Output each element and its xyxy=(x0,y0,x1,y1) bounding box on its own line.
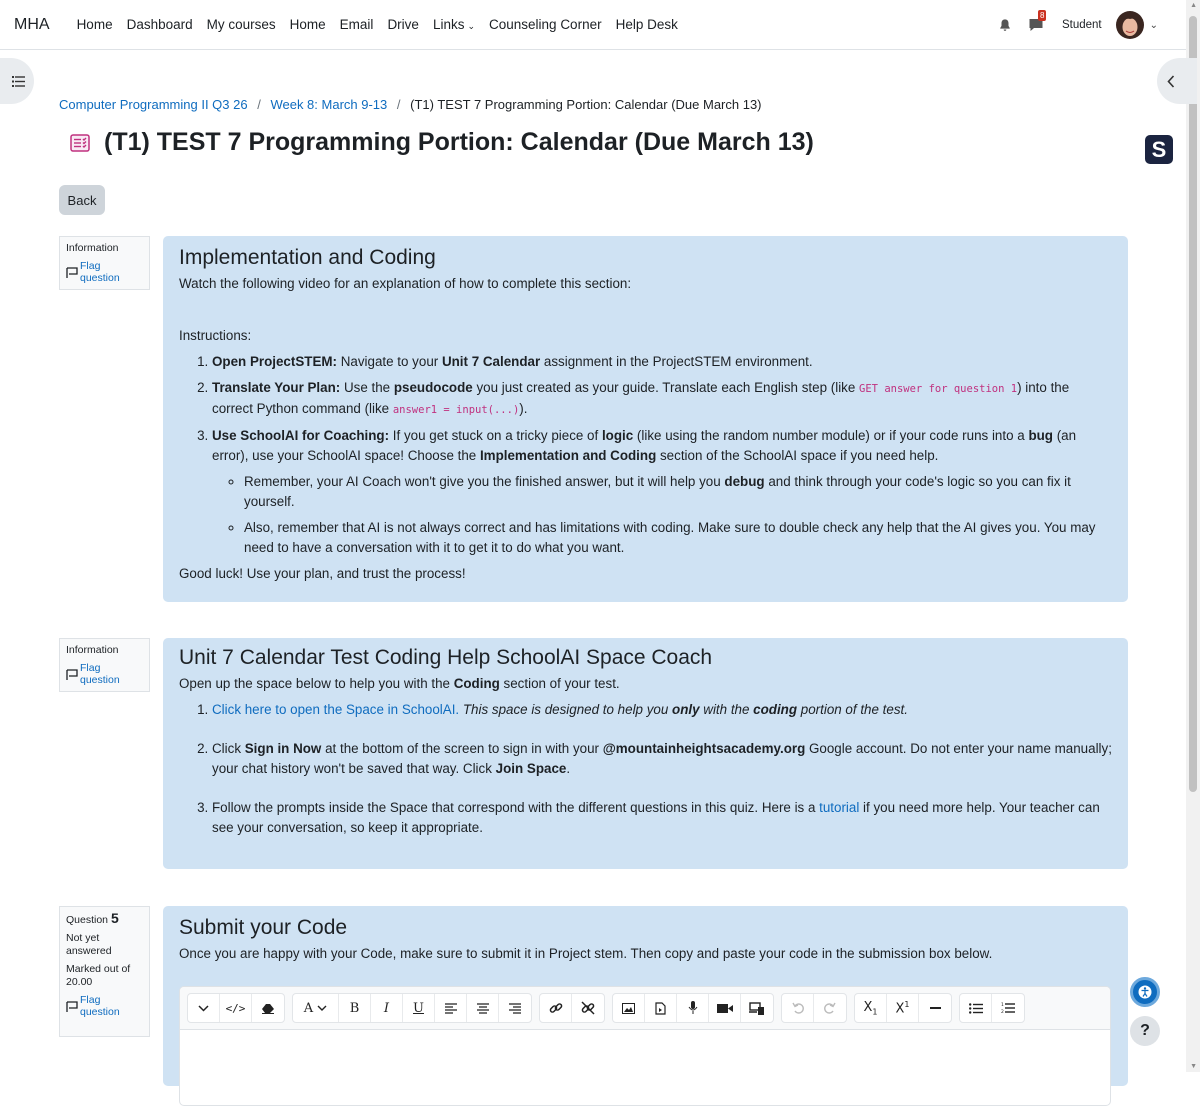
breadcrumb-separator: / xyxy=(257,97,261,112)
toolbar-group xyxy=(959,993,1025,1023)
align-right-icon xyxy=(509,1003,521,1014)
scroll-down-arrow-icon[interactable]: ▼ xyxy=(1190,1063,1197,1070)
breadcrumb-week[interactable]: Week 8: March 9-13 xyxy=(270,97,388,112)
chevron-left-icon xyxy=(1167,75,1175,88)
messages-badge: 8 xyxy=(1039,11,1045,20)
redo-icon xyxy=(824,1002,836,1014)
section-heading: Implementation and Coding xyxy=(179,246,436,269)
nav-dashboard[interactable]: Dashboard xyxy=(126,17,193,32)
screen-record-button[interactable] xyxy=(741,994,773,1022)
flag-question-label: Flag question xyxy=(80,662,120,686)
chevron-down-icon xyxy=(198,1005,209,1012)
link-icon xyxy=(549,1001,563,1015)
section-heading: Unit 7 Calendar Test Coding Help SchoolAI Space Coach xyxy=(179,646,713,669)
media-button[interactable] xyxy=(645,994,677,1022)
toolbar-group xyxy=(539,993,605,1023)
image-icon xyxy=(622,1003,635,1014)
code-icon: </> xyxy=(225,1001,246,1015)
code-snippet: answer1 = input(...) xyxy=(392,404,520,416)
question-info-panel xyxy=(59,638,150,692)
question-number: Question 5 xyxy=(66,910,119,926)
align-right-button[interactable] xyxy=(499,994,531,1022)
user-name[interactable]: Student xyxy=(1061,19,1102,31)
breadcrumb-separator: / xyxy=(396,97,401,112)
numbered-list-button[interactable] xyxy=(992,994,1024,1022)
nav-email[interactable]: Email xyxy=(339,17,374,32)
undo-icon xyxy=(792,1002,804,1014)
italic-button[interactable] xyxy=(371,994,403,1022)
align-center-icon xyxy=(477,1003,489,1014)
redo-button[interactable] xyxy=(814,994,846,1022)
toolbar-group xyxy=(187,993,285,1023)
nav-counseling-corner[interactable]: Counseling Corner xyxy=(489,17,602,32)
messages-button[interactable] xyxy=(1028,11,1045,33)
horizontal-rule-icon xyxy=(930,1007,941,1009)
instruction-subitem: ◦ Also, remember that AI is not always correct and has limitations with coding. Make sure to double check any help that the AI gives you. You may need to have a conversation with it to get it to do what you want. xyxy=(244,518,1112,558)
section-intro: Watch the following video for an explanation of how to complete this section: xyxy=(179,276,632,291)
instruction-step: 2. Translate Your Plan: Use the pseudocode you just created as your guide. Translate each English step (like GET answer for question 1) into the correct Python command (like answer1 = input(...)). xyxy=(212,378,1112,420)
back-button[interactable]: Back xyxy=(59,185,105,215)
instructions-label: Instructions: xyxy=(179,328,252,343)
breadcrumb-course[interactable]: Computer Programming II Q3 26 xyxy=(59,97,248,112)
record-video-button[interactable] xyxy=(709,994,741,1022)
editor-content-area[interactable] xyxy=(180,1030,1110,1106)
bold-button[interactable] xyxy=(339,994,371,1022)
section-intro: Once you are happy with your Code, make sure to submit it in Project stem. Then copy and paste your code in the submission box below. xyxy=(179,946,993,961)
instruction-subitem: ◦ Remember, your AI Coach won't give you the finished answer, but it will help you debug and think through your code's logic so you can fix it yourself. xyxy=(244,472,1112,512)
chevron-down-icon: ⌄ xyxy=(467,21,476,31)
nav-home[interactable]: Home xyxy=(76,17,113,32)
flag-question-button[interactable] xyxy=(66,260,143,284)
page-title: (T1) TEST 7 Programming Portion: Calendar (Due March 13) xyxy=(104,128,814,156)
question-status: Not yet answered xyxy=(66,932,112,957)
toolbar-group xyxy=(781,993,847,1023)
tutorial-link[interactable]: tutorial xyxy=(819,800,860,815)
question-info-panel xyxy=(59,906,150,1037)
superscript-button[interactable] xyxy=(887,994,919,1022)
expand-toolbar-button[interactable] xyxy=(188,994,220,1022)
code-snippet: GET answer for question 1 xyxy=(859,383,1018,395)
subscript-button[interactable] xyxy=(855,994,887,1022)
user-menu-chevron-icon[interactable]: ⌄ xyxy=(1149,19,1158,31)
avatar[interactable] xyxy=(1116,11,1144,39)
underline-icon: U xyxy=(413,1000,424,1016)
brand-logo[interactable]: MHA xyxy=(14,15,50,33)
align-left-icon xyxy=(445,1003,457,1014)
list-icon xyxy=(12,76,25,87)
breadcrumb-current: (T1) TEST 7 Programming Portion: Calendar (Due March 13) xyxy=(410,97,762,112)
section-intro: Open up the space below to help you with the Coding section of your test. xyxy=(179,676,620,691)
microphone-icon xyxy=(688,1001,698,1015)
user-area xyxy=(998,0,1158,50)
link-button[interactable] xyxy=(540,994,572,1022)
instruction-subitems xyxy=(212,472,1112,558)
info-label: Information xyxy=(66,242,119,254)
flag-question-button[interactable] xyxy=(66,994,143,1018)
nav-drive[interactable]: Drive xyxy=(387,17,419,32)
schoolai-step: 1. Click here to open the Space in SchoolAI. This space is designed to help you only with the coding portion of the test. xyxy=(212,700,1112,720)
instruction-step: 3. Use SchoolAI for Coaching: If you get stuck on a tricky piece of logic (like using the random number module) or if your code runs into a bug (an error), use your SchoolAI space! Choose the Implementation and Coding section of the SchoolAI space if you need help. ◦ Remember, your AI Coach won't give you the finished answer, but it will help you debug and think through your code's logic so you can fix it yourself. ◦ Also, remember that AI is not always correct and has limitations with coding. Make sure to double check any help that the AI gives you. You may need to have a conversation with it to get it to do what you want. xyxy=(212,426,1112,558)
question-content-implementation xyxy=(163,236,1128,602)
quiz-icon xyxy=(68,131,92,155)
italic-icon: I xyxy=(383,1000,390,1016)
schoolai-steps xyxy=(179,700,1112,838)
editor-toolbar xyxy=(180,987,1110,1030)
instructions-list xyxy=(179,352,1112,558)
info-label: Information xyxy=(66,644,119,656)
schoolai-step: 3. Follow the prompts inside the Space that correspond with the different questions in this quiz. Here is a tutorial if you need more help. Your teacher can see your conversation, so keep it appropriate. xyxy=(212,798,1112,838)
nav-help-desk[interactable]: Help Desk xyxy=(615,17,678,32)
bullet-list-button[interactable] xyxy=(960,994,992,1022)
page-scrollbar[interactable] xyxy=(1186,0,1200,1072)
underline-button[interactable] xyxy=(403,994,435,1022)
svg-text:1: 1 xyxy=(1001,1003,1004,1008)
align-center-button[interactable] xyxy=(467,994,499,1022)
question-content-submit xyxy=(163,906,1128,1086)
align-left-button[interactable] xyxy=(435,994,467,1022)
subscript-icon: $X_1$ xyxy=(863,999,878,1017)
top-navbar xyxy=(0,0,1186,50)
bullet-list-icon xyxy=(969,1003,983,1014)
toolbar-group xyxy=(612,993,774,1023)
font-color-button[interactable] xyxy=(293,994,339,1022)
screen-record-icon xyxy=(749,1002,765,1015)
unlink-button[interactable] xyxy=(572,994,604,1022)
code-answer-editor[interactable] xyxy=(179,986,1111,1106)
schoolai-logo-button[interactable]: S xyxy=(1145,135,1173,164)
font-color-icon: A xyxy=(303,1000,314,1016)
numbered-list-icon xyxy=(1001,1002,1015,1014)
nav-my-courses[interactable]: My courses xyxy=(206,17,276,32)
flag-question-button[interactable] xyxy=(66,662,143,686)
superscript-icon: $X^1$ xyxy=(895,999,910,1017)
section-heading: Submit your Code xyxy=(179,916,348,939)
record-audio-button[interactable] xyxy=(677,994,709,1022)
closing-text: Good luck! Use your plan, and trust the process! xyxy=(179,566,466,581)
toolbar-group xyxy=(854,993,952,1023)
scroll-thumb[interactable] xyxy=(1189,16,1197,792)
question-content-schoolai xyxy=(163,638,1128,869)
breadcrumb xyxy=(59,97,762,112)
eraser-icon xyxy=(261,1002,275,1014)
flag-icon xyxy=(66,1001,78,1012)
file-media-icon xyxy=(655,1002,666,1015)
schoolai-step: 2. Click Sign in Now at the bottom of the screen to sign in with your @mountainheightsacademy.org Google account. Do not enter your name manually; your chat history won't be saved that way. Click Join Space. xyxy=(212,739,1112,779)
flag-question-label: Flag question xyxy=(80,260,120,284)
bold-icon: B xyxy=(349,1000,360,1016)
flag-icon xyxy=(66,267,78,278)
instruction-step: 1. Open ProjectSTEM: Navigate to your Unit 7 Calendar assignment in the ProjectSTEM environment. xyxy=(212,352,1112,372)
accessibility-icon xyxy=(1138,985,1152,999)
page-header xyxy=(68,128,814,157)
nav-links-label: Links xyxy=(432,17,465,32)
horizontal-rule-button[interactable] xyxy=(919,994,951,1022)
nav-home-2[interactable]: Home xyxy=(289,17,326,32)
clear-formatting-button[interactable] xyxy=(252,994,284,1022)
course-index-toggle[interactable] xyxy=(0,58,34,104)
nav-links-dropdown[interactable] xyxy=(433,17,475,32)
scroll-up-arrow-icon[interactable]: ▲ xyxy=(1190,2,1197,9)
html-source-button[interactable] xyxy=(220,994,252,1022)
toolbar-group xyxy=(292,993,532,1023)
question-info-panel xyxy=(59,236,150,290)
block-drawer-toggle[interactable] xyxy=(1157,58,1197,104)
accessibility-button[interactable] xyxy=(1130,977,1160,1007)
open-schoolai-space-link[interactable]: Click here to open the Space in SchoolAI. xyxy=(212,702,460,717)
video-camera-icon xyxy=(717,1003,733,1014)
flag-question-label: Flag question xyxy=(80,994,120,1018)
image-button[interactable] xyxy=(613,994,645,1022)
help-button[interactable]: ? xyxy=(1130,1016,1160,1046)
flag-icon xyxy=(66,669,78,680)
unlink-icon xyxy=(581,1001,595,1015)
svg-text:2: 2 xyxy=(1001,1010,1004,1014)
question-marks: Marked out of 20.00 xyxy=(66,963,131,988)
bell-icon[interactable] xyxy=(998,18,1012,32)
undo-button[interactable] xyxy=(782,994,814,1022)
